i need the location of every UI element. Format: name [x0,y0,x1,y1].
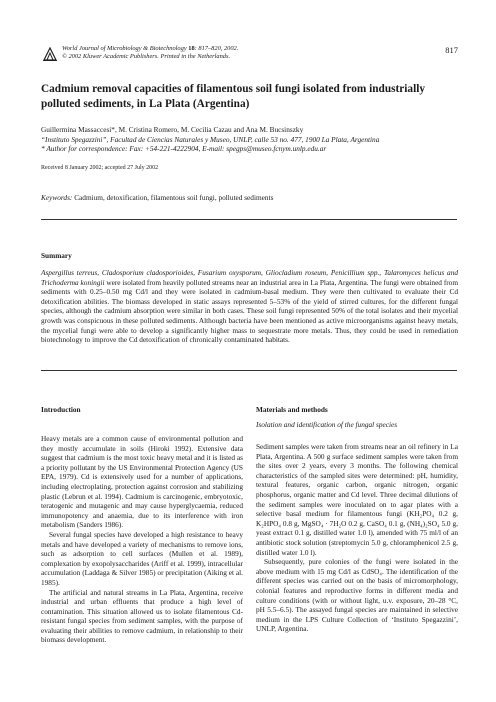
correspondence: * Author for correspondence: Fax: +54-221-4222904, E-mail: spegps@museo.fcnym.unlp.edu.ar [41,144,327,154]
author-block [41,125,461,154]
methods-column [256,442,458,634]
journal-citation [62,45,238,61]
summary-heading: Summary [41,251,72,260]
article-title: Cadmium removal capacities of filamentous soil fungi isolated from industrially polluted sediments, in La Plata (Argentina) [41,83,425,110]
received-dates: Received 8 January 2002; accepted 27 July 2002 [41,165,159,171]
methods-paragraph-2: Subsequently, pure colonies of the fungi were isolated in the above medium with 15 mg Cd/l as CdSO₄. The identification of the different species was carried out on the basis of micromorphology, colonial features and reproductive forms in different media and culture conditions (with or without light, u.v. exposure, 20–28 °C, pH 5.5–6.5). The assayed fungal species are maintained in selective medium in the LPS Culture Collection of ‘Instituto Spegazzini’, UNLP, Argentina. [256,557,458,634]
summary-body: were isolated from heavily polluted streams near an industrial area in La Plata, Argentina. The fungi were obtained from sediments with 0.25–0.50 mg Cd/l and they were isolated in cadmium-basal medium. They were then cultivated to evaluate their Cd detoxification abilities. The biomass developed in static assays represented 5–53% of the yield of stirred cultures, for the different fungal species, although the cadmium absorption were similar in both cases. These soil fungi represented 50% of the total isolates and their mycelial growth was conspicuous in these polluted sediments. Although bacteria have been mentioned as active microorganisms against heavy metals, the mycelial fungi were able to develop a significantly higher mass to sequestrate more metals. Thus, they could be used in remediation biotechnology to improve the Cd detoxification of chronically contaminated habitats. [41,277,458,345]
journal-header [42,45,458,67]
intro-paragraph-2: Several fungal species have developed a high resistance to heavy metals and have developed a variety of mechanisms to remove ions, such as adsorption to cell surfaces (Mullen et al. 1989), complexation by exopolysaccharides (Ariff et al. 1999), intracellular accumulation (Laddaga & Silver 1985) or precipitation (Aiking et al. 1985). [41,529,243,587]
journal-name: World Journal of Microbiology & Biotechnology [62,45,187,52]
journal-volume: 18 [188,45,195,52]
affiliation: “Instituto Spegazzini”, Facultad de Ciencias Naturales y Museo, UNLP, calle 53 no. 477, 1900 La Plata, Argentina [41,134,380,144]
introduction-heading: Introduction [41,405,81,414]
keywords-list: Cadmium, detoxification, filamentous soil fungi, polluted sediments [74,193,274,202]
methods-subheading: Isolation and identification of the fungal species [256,420,398,429]
summary-species: Aspergillus terreus, Cladosporium cladosporioides, Fusarium oxysporum, Gliocladium roseum, Penicillium spp., Talaromyces helicus and Trichoderma koningii [41,268,458,287]
divider [41,219,457,220]
page-number: 817 [445,45,458,55]
methods-heading: Materials and methods [256,405,328,414]
intro-paragraph-3: The artificial and natural streams in La Plata, Argentina, receive industrial and urban effluents that produce a high level of contamination. This situation allowed us to isolate filamentous Cd-resistant fungal species from sediment samples, with the purpose of evaluating their abilities to remove cadmium, in relationship to their biomass development. [41,587,243,645]
summary-text [41,268,458,345]
journal-pages: : 817–820, 2002. [194,45,239,52]
copyright: © 2002 Kluwer Academic Publishers. Printed in the Netherlands. [62,53,231,60]
publisher-logo-icon [42,46,58,62]
methods-paragraph-1: Sediment samples were taken from streams near an oil refinery in La Plata, Argentina. A 500 g surface sediment samples were taken from the sites over 2 years, every 3 months. The following chemical characteristics of the sampled sites were determined: pH, humidity, textural features, organic carbon, organic nitrogen, organic phosphorus, organic matter and Cd level. Three decimal dilutions of the sediment samples were inoculated on to agar plates with a selective basal medium for filamentous fungi (KH₂PO₄ 0.2 g, K₂HPO₄ 0.8 g, MgSO₄ · 7H₂O 0.2 g, CaSO₄ 0.1 g, (NH₄)₂SO₄ 5.0 g, yeast extract 0.1 g, distilled water 1.0 l), amended with 75 ml/l of an antibiotic stock solution (streptomycin 5.0 g, chloramphenicol 2.5 g, distilled water 1.0 l). [256,442,458,557]
keywords-label: Keywords: [41,193,73,202]
intro-paragraph-1: Heavy metals are a common cause of environmental pollution and they mostly accumulate in soils (Hiroki 1992). Extensive data suggest that cadmium is the most toxic heavy metal and it is listed as a priority pollutant by the US Environmental Protection Agency (US EPA, 1979). Cd is extensively used for a number of applications, including electroplating, protection against corrosion and stabilizing plastic (Lebrun et al. 1994). Cadmium is carcinogenic, embryotoxic, teratogenic and mutagenic and may cause hyperglycaemia, reduced immunopotency and anaemia, due to its interference with iron metabolism (Sanders 1986). [41,434,243,530]
keywords [41,193,461,202]
author-list: Guillermina Massaccesi*, M. Cristina Romero, M. Cecilia Cazau and Ana M. Bucsinszky [41,125,304,134]
introduction-column [41,434,243,645]
divider [41,370,457,371]
